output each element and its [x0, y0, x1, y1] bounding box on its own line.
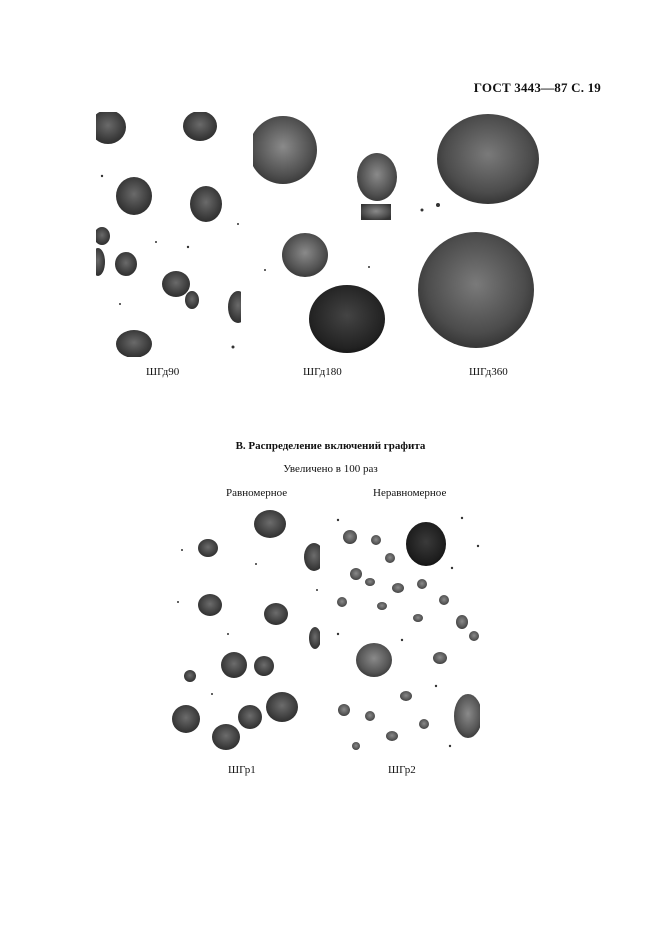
micrograph-shgd180: [253, 112, 398, 357]
page-header: ГОСТ 3443—87 С. 19: [473, 80, 601, 95]
caption-shgr1: ШГр1: [228, 764, 256, 776]
label-nonuniform: Неравномерное: [373, 487, 447, 499]
micrograph-shgd90: [96, 112, 241, 357]
section-title: В. Распределение включений графита: [235, 440, 426, 452]
caption-shgd360: ШГд360: [469, 366, 508, 378]
caption-shgr2: ШГр2: [388, 764, 416, 776]
caption-shgd180: ШГд180: [303, 366, 342, 378]
caption-shgd90: ШГд90: [146, 366, 180, 378]
magnification-note: Увеличено в 100 раз: [283, 463, 378, 475]
label-uniform: Равномерное: [226, 487, 288, 499]
micrograph-shgd360: [410, 112, 555, 357]
micrograph-shgr2: [332, 510, 480, 755]
micrograph-shgr1: [172, 510, 320, 755]
